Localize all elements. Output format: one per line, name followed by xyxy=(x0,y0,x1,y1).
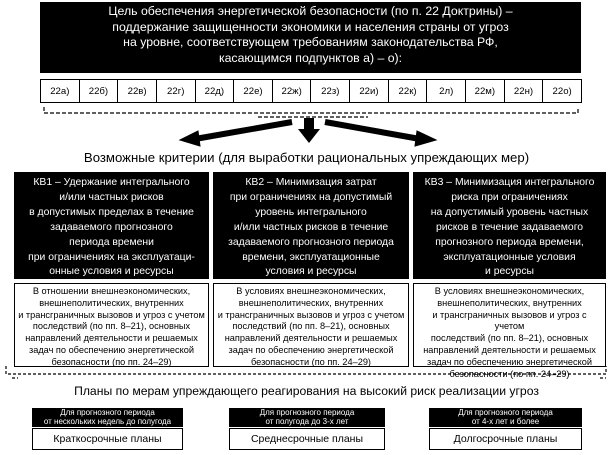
subpoint-box: 22о) xyxy=(542,79,582,103)
note-line: и трансграничных вызовов и угроз с учетом xyxy=(18,309,205,320)
criterion-line: при ограничениях на эксплуатаци- xyxy=(28,251,195,263)
criterion-line: периода времени xyxy=(69,236,154,248)
plan-long-period xyxy=(429,408,582,427)
criterion-line: при ограничениях на допустимый xyxy=(229,191,393,203)
criterion-line: риска при ограничениях xyxy=(451,191,568,203)
note-line: задач по обеспечению энергетической xyxy=(228,344,394,355)
criterion-kv3 xyxy=(413,172,606,279)
note-line: внешнеполитических, внутренних xyxy=(39,297,184,308)
arrow-down-stem xyxy=(304,118,314,130)
plan-period-line: от 4-х лет и более xyxy=(471,416,540,426)
criterion-kv2-note xyxy=(213,283,409,367)
subpoint-box: 22к) xyxy=(388,79,428,103)
subpoints-brace xyxy=(44,107,578,117)
note-line: задач по обеспечению энергетической xyxy=(29,344,194,355)
note-line: безопасности (по пп. 24–29) xyxy=(449,368,570,379)
note-line: безопасности (по пп. 24–29) xyxy=(51,356,172,367)
criterion-line: прогнозного периода времени, xyxy=(435,236,584,248)
plans-title: Планы по мерам упреждающего реагирования на высокий риск реализации угроз xyxy=(74,384,539,398)
criterion-line: онные условия и ресурсы xyxy=(49,266,174,278)
subpoint-box: 22н) xyxy=(504,79,544,103)
arrow-right-head xyxy=(415,131,436,146)
criterion-line: и ресурсы xyxy=(485,266,534,278)
plan-period-line: от полугода до 3-х лет xyxy=(265,416,349,426)
note-line: и трансграничных вызовов и угроз с учетом xyxy=(217,309,405,320)
criterion-kv1 xyxy=(14,172,209,279)
subpoint-box: 22в) xyxy=(117,79,157,103)
goal-line: Цель обеспечения энергетической безопасности (по п. 22 Доктрины) – xyxy=(108,4,513,18)
criterion-line: условия и ресурсы xyxy=(265,266,357,278)
subpoint-box: 22д) xyxy=(195,79,235,103)
criterion-line: рисков в течение задаваемого xyxy=(435,221,584,233)
subpoint-box: 22и) xyxy=(349,79,389,103)
subpoint-box: 22ж) xyxy=(272,79,312,103)
plan-period-line: Для прогнозного периода xyxy=(259,408,355,417)
subpoint-box: 22г) xyxy=(156,79,196,103)
note-line: внешнеполитических, внутренних xyxy=(437,297,582,308)
arrow-left-head xyxy=(180,131,200,146)
subpoint-box: 22з) xyxy=(310,79,350,103)
note-line: последствий (по пп. 8–21), основных xyxy=(32,321,191,332)
criterion-kv2 xyxy=(213,172,409,279)
plan-short-period xyxy=(32,408,183,427)
criterion-line: и/или частных рисков xyxy=(59,191,164,203)
subpoint-box: 2л) xyxy=(426,79,466,103)
subpoint-box: 22а) xyxy=(40,79,80,103)
criterion-line: уровень интегрального xyxy=(255,206,367,218)
subpoint-box: 22б) xyxy=(79,79,119,103)
criteria-arrows xyxy=(180,118,436,146)
criterion-line: в допустимых пределах в течение xyxy=(29,206,194,218)
criterion-line: задаваемого прогнозного периода xyxy=(228,236,394,248)
criterion-line: эксплуатационные условия xyxy=(443,251,576,263)
note-line: последствий (по пп. 8–21), основных xyxy=(232,321,390,332)
note-line: В условиях внешнеэкономических, xyxy=(236,286,386,296)
note-line: и трансграничных вызовов и угроз с учетом xyxy=(432,309,587,332)
goal-line: касающимся подпунктов а) – о): xyxy=(218,50,403,65)
note-line: внешнеполитических, внутренних xyxy=(238,297,384,308)
note-line: направлений деятельности и решаемых xyxy=(423,344,596,355)
criterion-line: времени, эксплуатационные xyxy=(242,251,380,263)
goal-line: на уровне, соответствующем требованиям законодательства РФ, xyxy=(123,35,498,49)
arrow-right xyxy=(325,122,420,139)
note-line: последствий (по пп. 8–21), основных xyxy=(430,333,589,344)
criterion-kv1-note xyxy=(14,283,209,367)
arrow-left xyxy=(195,122,292,139)
note-line: В отношении внешнеэкономических, xyxy=(32,286,191,296)
note-line: В условиях внешнеэкономических, xyxy=(434,286,585,296)
goal-line: поддержание защищенности экономики и населения страны от угроз xyxy=(112,19,509,34)
arrow-down-head xyxy=(298,129,320,143)
note-line: безопасности (по пп. 24–29) xyxy=(251,356,371,367)
criterion-line: КВ2 – Минимизация затрат xyxy=(245,177,377,188)
note-line: направлений деятельности и решаемых xyxy=(224,333,398,344)
subpoint-box: 22е) xyxy=(233,79,273,103)
plan-long-name: Долгосрочные планы xyxy=(429,428,582,450)
criterion-line: КВ1 – Удержание интегрального xyxy=(33,177,190,188)
plan-mid-period xyxy=(229,408,385,427)
plan-period-line: Для прогнозного периода xyxy=(458,408,553,417)
criterion-kv3-note xyxy=(413,283,606,379)
plan-period-line: от нескольких недель до полугода xyxy=(43,416,172,426)
note-line: задач по обеспечению энергетической xyxy=(427,356,592,367)
plan-period-line: Для прогнозного периода xyxy=(60,408,155,417)
criterion-line: задаваемого прогнозного xyxy=(50,221,173,233)
subpoint-box: 22м) xyxy=(465,79,505,103)
criterion-line: и/или частных рисков в течение xyxy=(233,221,389,233)
criteria-title: Возможные критерии (для выработки рациональных упреждающих мер) xyxy=(83,150,530,165)
plan-short-name: Краткосрочные планы xyxy=(32,428,183,450)
note-line: направлений деятельности и решаемых xyxy=(25,333,198,344)
criterion-line: на допустимый уровень частных xyxy=(430,206,589,218)
plan-mid-name: Среднесрочные планы xyxy=(229,428,385,450)
criterion-line: КВ3 – Минимизация интегрального xyxy=(424,177,595,188)
